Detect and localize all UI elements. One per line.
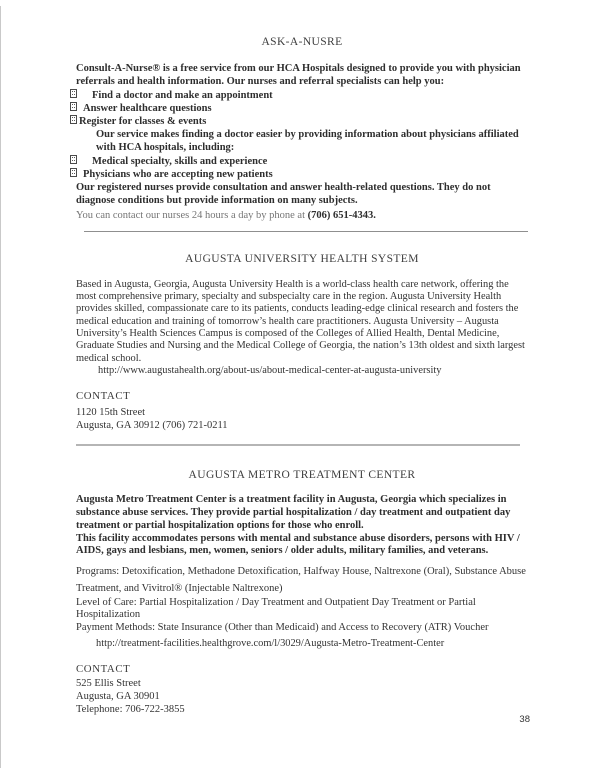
street-address: 525 Ellis Street — [76, 678, 141, 690]
list-item-answer-questions — [70, 102, 528, 115]
augusta-university-url: http://www.augustahealth.org/about-us/about-medical-center-at-augusta-university — [98, 364, 442, 376]
registered-nurses-paragraph: Our registered nurses provide consultation and answer health-related questions. They do not diagnose conditions but provide information on many subjects. — [76, 182, 491, 206]
list-item-label: Answer healthcare questions — [83, 102, 212, 114]
contact-address-block — [76, 678, 528, 716]
section-augusta-university-health — [76, 253, 528, 446]
treatment-center-description-paragraph: Augusta Metro Treatment Center is a treatment facility in Augusta, Georgia which specializes in substance abuse services. They provide partial hospitalization / day treatment and outpatient day treatment or partial hospitalization options for those who enroll. — [76, 494, 511, 531]
list-item-register-classes — [70, 115, 528, 128]
contact-phone-line — [76, 209, 528, 222]
missing-glyph-bullet-icon — [70, 168, 77, 177]
programs-paragraph: Programs: Detoxification, Methadone Detoxification, Halfway House, Naltrexone (Oral), Substance Abuse Treatment, and Vivitrol® (Injectable Naltrexone) — [76, 566, 526, 595]
section-ask-a-nurse — [76, 0, 528, 232]
section-title-augusta-university: AUGUSTA UNIVERSITY HEALTH SYSTEM — [185, 252, 419, 265]
contact-heading: CONTACT — [76, 663, 131, 676]
phone-number: (706) 651-4343. — [307, 209, 376, 221]
list-item-find-doctor — [70, 89, 528, 102]
list-item-label: Register for classes & events — [79, 116, 207, 127]
list-item-label: Medical specialty, skills and experience — [92, 155, 268, 167]
missing-glyph-bullet-icon — [70, 89, 77, 98]
section-title-augusta-metro: AUGUSTA METRO TREATMENT CENTER — [188, 469, 416, 482]
service-description-paragraph: Our service makes finding a doctor easier by providing information about physicians affiliated with HCA hospitals, including: — [96, 129, 519, 153]
page-content — [76, 0, 528, 716]
contact-heading: CONTACT — [76, 390, 131, 403]
augusta-university-description-paragraph: Based in Augusta, Georgia, Augusta University Health is a world-class health care network, offering the most comprehensive primary, specialty and subspecialty care in the region. Augusta University Health provides skilled, compassionate care to its patients, conducts leading-edge clinical research and fosters the medical education and training of tomorrow’s health care practitioners. Augusta University – Augusta University’s Health Sciences Campus is composed of the Colleges of Allied Health, Dental Medicine, Graduate Studies and Nursing and the Medical College of Georgia, the nation’s 13th oldest and sixth largest medical school. — [76, 278, 525, 364]
street-address: 1120 15th Street — [76, 407, 146, 419]
consult-a-nurse-intro-paragraph: Consult-A-Nurse® is a free service from our HCA Hospitals designed to provide you with physician referrals and health information. Our nurses and referral specialists can help you: — [76, 63, 521, 87]
payment-methods-paragraph: Payment Methods: State Insurance (Other than Medicaid) and Access to Recovery (ATR) Voucher — [76, 621, 489, 633]
facility-accommodations-paragraph: This facility accommodates persons with mental and substance abuse disorders, persons with HIV / AIDS, gays and lesbians, men, women, seniors / older adults, military families, and veterans. — [76, 532, 520, 557]
missing-glyph-bullet-icon — [70, 102, 77, 111]
section-divider — [76, 444, 520, 446]
level-of-care-paragraph: Level of Care: Partial Hospitalization / Day Treatment and Outpatient Day Treatment or Partial Hospitalization — [76, 597, 476, 621]
city-state-zip: Augusta, GA 30901 — [76, 690, 160, 702]
list-item-label: Find a doctor and make an appointment — [92, 89, 273, 101]
list-item-label: Physicians who are accepting new patients — [83, 169, 273, 180]
missing-glyph-bullet-icon — [70, 115, 77, 124]
city-state-zip-phone: Augusta, GA 30912 (706) 721-0211 — [76, 420, 228, 432]
section-title-ask-a-nurse: ASK-A-NUSRE — [261, 36, 343, 48]
list-item-accepting-patients — [70, 168, 528, 181]
missing-glyph-bullet-icon — [70, 155, 77, 164]
telephone-line: Telephone: 706-722-3855 — [76, 703, 185, 715]
contact-address-block — [76, 406, 528, 432]
contact-phone-text: You can contact our nurses 24 hours a day by phone at — [76, 209, 308, 221]
page-edge-artifact — [0, 6, 1, 768]
section-augusta-metro-treatment — [76, 469, 528, 716]
list-item-medical-specialty — [70, 155, 528, 168]
section-divider — [84, 231, 528, 232]
page-number: 38 — [519, 714, 530, 725]
treatment-center-url: http://treatment-facilities.healthgrove.com/l/3029/Augusta-Metro-Treatment-Center — [96, 637, 445, 649]
